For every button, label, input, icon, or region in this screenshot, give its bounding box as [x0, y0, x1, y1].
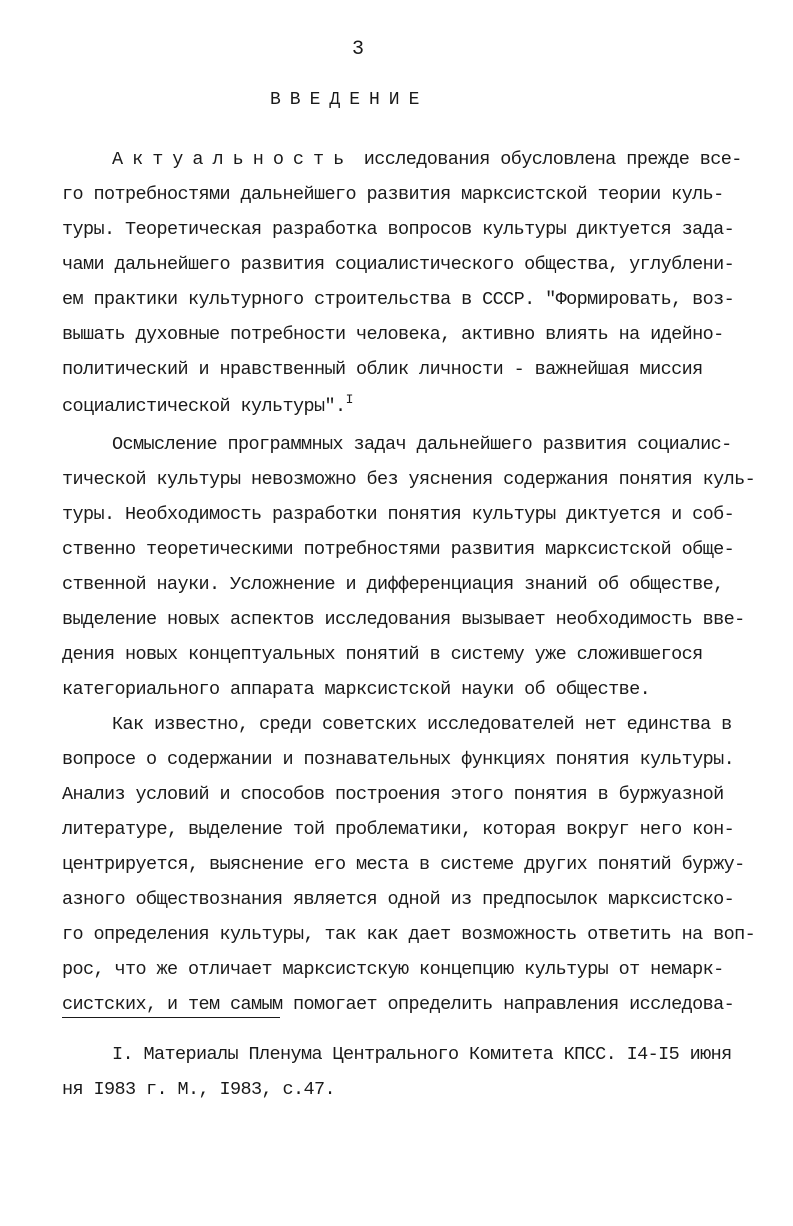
text-line: дения новых концептуальных понятий в систему уже сложившегося [62, 644, 703, 665]
text-line: выделение новых аспектов исследования вызывает необходимость вве- [62, 609, 745, 630]
text-line: ем практики культурного строительства в СССР. "Формировать, воз- [62, 289, 735, 310]
text-line: Анализ условий и способов построения этого понятия в буржуазной [62, 784, 724, 805]
text-line: политический и нравственный облик личности - важнейшая миссия [62, 359, 703, 380]
text-line: систских, и тем самым помогает определить направления исследова- [62, 994, 735, 1015]
text-line: туры. Необходимость разработки понятия культуры диктуется и соб- [62, 504, 735, 525]
text-line: литературе, выделение той проблематики, которая вокруг него кон- [62, 819, 735, 840]
text-line: рос, что же отличает марксистскую концепцию культуры от немарк- [62, 959, 724, 980]
page-title: ВВЕДЕНИЕ [270, 90, 429, 110]
text-line: ственно теоретическими потребностями развития марксистской обще- [62, 539, 735, 560]
text-line: центрируется, выяснение его места в системе других понятий буржу- [62, 854, 745, 875]
text-line: Актуальность исследования обусловлена прежде все- [112, 149, 742, 170]
text-line: ственной науки. Усложнение и дифференциация знаний об обществе, [62, 574, 724, 595]
text-line: категориального аппарата марксистской науки об обществе. [62, 679, 651, 700]
text-line: вышать духовные потребности человека, активно влиять на идейно- [62, 324, 724, 345]
footnote-divider [62, 1017, 280, 1018]
text-line: Как известно, среди советских исследователей нет единства в [112, 714, 732, 735]
footnote-line: I. Материалы Пленума Центрального Комитета КПСС. I4-I5 июня [112, 1044, 732, 1065]
text-line: азного обществознания является одной из предпосылок марксистско- [62, 889, 735, 910]
text-line: го определения культуры, так как дает возможность ответить на воп- [62, 924, 756, 945]
text-line: тической культуры невозможно без уяснения содержания понятия куль- [62, 469, 756, 490]
text-line: Осмысление программных задач дальнейшего развития социалис- [112, 434, 732, 455]
text-line: вопросе о содержании и познавательных функциях понятия культуры. [62, 749, 735, 770]
text-line: го потребностями дальнейшего развития марксистской теории куль- [62, 184, 724, 205]
footnote-marker: I [345, 392, 353, 407]
text-line: туры. Теоретическая разработка вопросов культуры диктуется зада- [62, 219, 735, 240]
page-number: 3 [352, 38, 365, 61]
footnote-line: ня I983 г. М., I983, с.47. [62, 1079, 336, 1100]
text-line: социалистической культуры".$^I$ [62, 392, 353, 417]
emphasis-word: Актуальность [112, 149, 354, 170]
text-line: чами дальнейшего развития социалистического общества, углублени- [62, 254, 735, 275]
